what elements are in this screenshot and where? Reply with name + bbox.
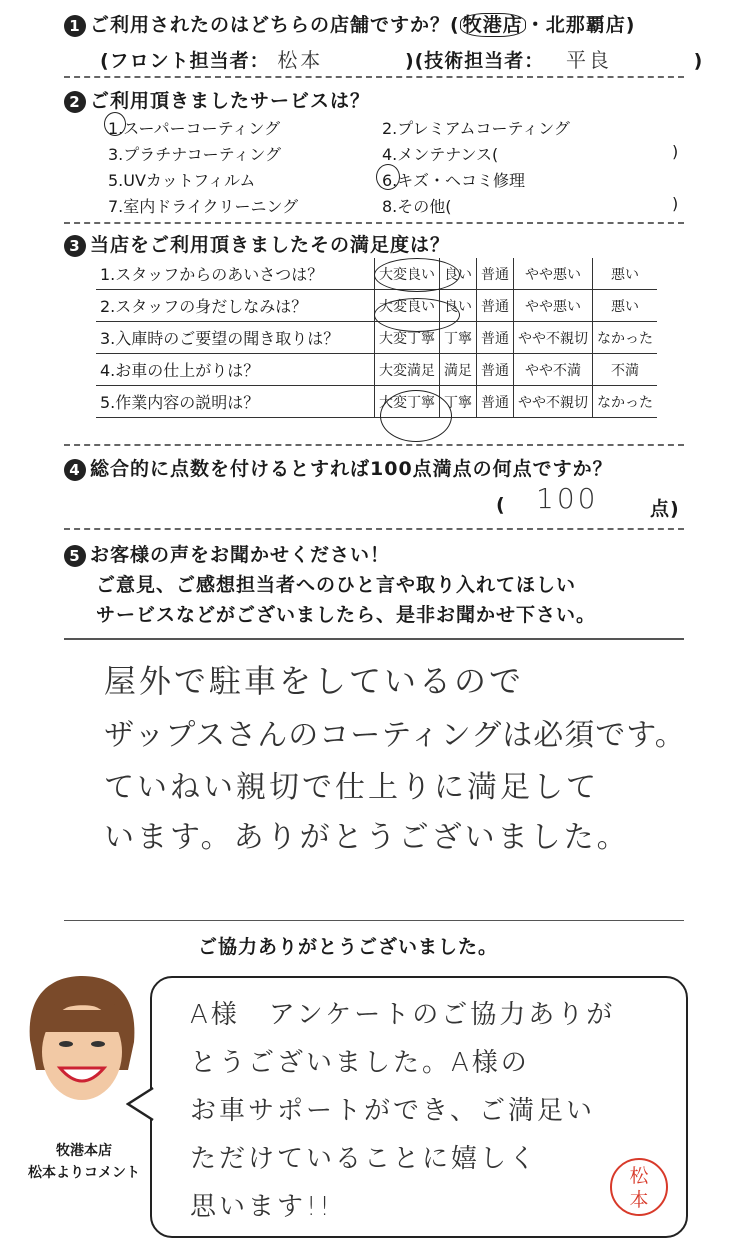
q1-heading bbox=[64, 10, 635, 37]
q5-heading bbox=[64, 540, 390, 567]
choice-cell: 大変良い bbox=[375, 290, 440, 322]
stamp-text: 松本 bbox=[629, 1165, 649, 1211]
choice-cell: 大変丁寧 bbox=[375, 386, 440, 418]
eye-left bbox=[59, 1041, 73, 1047]
q1-number: 1 bbox=[64, 15, 86, 37]
row-label: 4.お車の仕上がりは？ bbox=[96, 354, 375, 386]
service-option-8-close: ) bbox=[672, 194, 679, 213]
q1-staff-line bbox=[100, 44, 703, 73]
service-option-4: 4.メンテナンス( bbox=[382, 145, 499, 164]
bubble-tail bbox=[126, 1086, 156, 1122]
front-label: (フロント担当者： bbox=[100, 50, 270, 72]
q1-text: ご利用されたのはどちらの店舗ですか？( bbox=[90, 14, 460, 36]
divider bbox=[64, 222, 684, 224]
reply-line-1: A様 アンケートのご協力ありが bbox=[190, 1000, 616, 1030]
service-option-3: 3.プラチナコーティング bbox=[108, 145, 282, 164]
choice-cell: 丁寧 bbox=[440, 386, 477, 418]
q4-text: 総合的に点数を付けるとすれば100点満点の何点ですか？ bbox=[90, 458, 613, 480]
choice-cell: 普通 bbox=[477, 258, 514, 290]
choice-cell: 良い bbox=[440, 258, 477, 290]
service-option-4-close: ) bbox=[672, 142, 679, 161]
service-option-1: 1.スーパーコーティング bbox=[108, 119, 281, 138]
score-open-paren: ( bbox=[496, 494, 506, 516]
row-label: 2.スタッフの身だしなみは？ bbox=[96, 290, 375, 322]
divider bbox=[64, 528, 684, 530]
choice-cell: 普通 bbox=[477, 290, 514, 322]
choice-cell: 普通 bbox=[477, 322, 514, 354]
front-name: 松本 bbox=[277, 48, 324, 72]
choice-cell: なかった bbox=[593, 386, 658, 418]
thanks-text: ご協力ありがとうございました。 bbox=[198, 936, 499, 958]
row-label: 3.入庫時のご要望の聞き取りは？ bbox=[96, 322, 375, 354]
divider bbox=[64, 638, 684, 640]
selection-circle bbox=[104, 112, 126, 136]
choice-cell: なかった bbox=[593, 322, 658, 354]
row-label: 5.作業内容の説明は？ bbox=[96, 386, 375, 418]
score-value: 100 bbox=[536, 482, 599, 515]
score-unit: 点) bbox=[650, 498, 680, 520]
selection-circle bbox=[374, 298, 460, 332]
answer-line-3: ていねい親切で仕上りに満足して bbox=[104, 770, 599, 805]
table-row bbox=[96, 322, 657, 354]
q2-text: ご利用頂きましたサービスは？ bbox=[90, 90, 371, 112]
store-selected: 牧港店 bbox=[460, 13, 526, 37]
choice-cell: やや悪い bbox=[514, 290, 593, 322]
q3-text: 当店をご利用頂きましたその満足度は？ bbox=[90, 234, 451, 256]
choice-cell: 悪い bbox=[593, 258, 658, 290]
q4-number: 4 bbox=[64, 459, 86, 481]
store-other: 北那覇店 bbox=[545, 14, 626, 36]
q2-number: 2 bbox=[64, 91, 86, 113]
choice-cell: 満足 bbox=[440, 354, 477, 386]
service-option-6: 6.キズ・ヘコミ修理 bbox=[382, 171, 525, 190]
divider bbox=[64, 76, 684, 78]
choice-cell: 普通 bbox=[477, 386, 514, 418]
service-option-7: 7.室内ドライクリーニング bbox=[108, 197, 299, 216]
tech-name: 平良 bbox=[565, 48, 612, 72]
eye-right bbox=[91, 1041, 105, 1047]
row-label: 1.スタッフからのあいさつは？ bbox=[96, 258, 375, 290]
service-option-2: 2.プレミアムコーティング bbox=[382, 119, 570, 138]
q3-heading bbox=[64, 230, 450, 257]
choice-cell: 良い bbox=[440, 290, 477, 322]
choice-cell: 普通 bbox=[477, 354, 514, 386]
staff-store: 牧港本店 bbox=[56, 1143, 112, 1159]
q1-close: ) bbox=[625, 14, 636, 36]
choice-cell: やや不満 bbox=[514, 354, 593, 386]
choice-cell: 悪い bbox=[593, 290, 658, 322]
name-stamp bbox=[610, 1158, 668, 1216]
q5-line2: ご意見、ご感想担当者へのひと言や取り入れてほしい bbox=[96, 574, 577, 596]
tech-close: ) bbox=[693, 50, 704, 72]
selection-circle bbox=[374, 258, 460, 292]
choice-cell: 大変満足 bbox=[375, 354, 440, 386]
selection-circle bbox=[376, 164, 400, 190]
q5-text: お客様の声をお聞かせください！ bbox=[90, 544, 391, 566]
divider bbox=[64, 444, 684, 446]
choice-cell: やや悪い bbox=[514, 258, 593, 290]
table-row bbox=[96, 354, 657, 386]
choice-cell: やや不親切 bbox=[514, 322, 593, 354]
choice-cell: 大変良い bbox=[375, 258, 440, 290]
q4-heading bbox=[64, 454, 613, 481]
service-option-8: 8.その他( bbox=[382, 197, 452, 216]
choice-cell: やや不親切 bbox=[514, 386, 593, 418]
table-row bbox=[96, 386, 657, 418]
choice-cell: 不満 bbox=[593, 354, 658, 386]
store-separator: ・ bbox=[525, 14, 546, 36]
q5-number: 5 bbox=[64, 545, 86, 567]
staff-caption: 松本よりコメント bbox=[28, 1165, 140, 1181]
reply-line-5: 思います!! bbox=[190, 1192, 333, 1222]
reply-line-2: とうございました。A様の bbox=[190, 1048, 530, 1078]
q3-number: 3 bbox=[64, 235, 86, 257]
q2-heading bbox=[64, 86, 370, 113]
fringe-shape bbox=[42, 1010, 122, 1032]
choice-cell: 丁寧 bbox=[440, 322, 477, 354]
reply-line-4: ただけていることに嬉しく bbox=[190, 1144, 539, 1174]
tech-label: )(技術担当者： bbox=[404, 50, 545, 72]
answer-line-2: ザップスさんのコーティングは必須です。 bbox=[104, 718, 686, 753]
service-option-5: 5.UVカットフィルム bbox=[108, 171, 256, 190]
divider bbox=[64, 920, 684, 921]
answer-line-4: います。ありがとうございました。 bbox=[104, 820, 630, 855]
q5-line3: サービスなどがございましたら、是非お聞かせ下さい。 bbox=[96, 604, 597, 626]
reply-line-3: お車サポートができ、ご満足い bbox=[190, 1096, 595, 1126]
answer-line-1: 屋外で駐車をしているので bbox=[104, 662, 525, 700]
satisfaction-table bbox=[96, 258, 657, 418]
selection-circle bbox=[380, 390, 452, 442]
choice-cell: 大変丁寧 bbox=[375, 322, 440, 354]
